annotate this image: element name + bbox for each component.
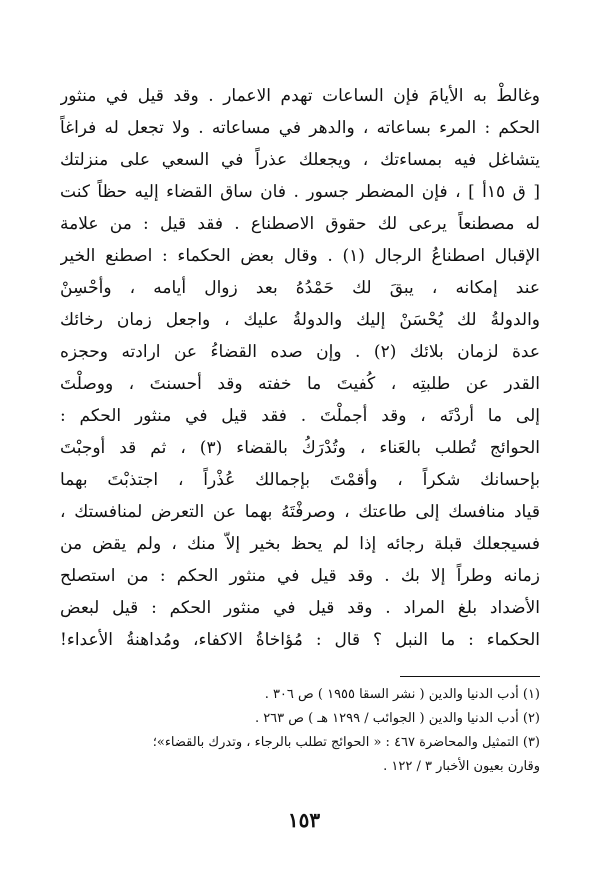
text-line-3: يتشاغل فيه بمساءتك ، ويجعلك عذراً في السعي على منزلتك (60, 150, 540, 170)
footnote-3: (٣) التمثيل والمحاضرة ٤٦٧ : « الحوائج تطلب بالرجاء ، وتدرك بالقضاء»؛ (152, 735, 540, 750)
text-line-6: الإقبال اصطناعُ الرجال (١) . وقال بعض الحكماء : اصطنع الخير (60, 246, 540, 266)
text-line-13: بإحسانك شكراً ، وأقمْتَ بإجمالك عُذْراً ، اجتذبْتَ بهما (60, 470, 540, 490)
footnote-divider (400, 676, 540, 677)
text-line-12: الحوائج تُطلب بالعَناء ، وتُدْرَكُ بالقضاء (٣) ، ثم قد أوجبْتَ (60, 438, 540, 458)
text-line-4: [ ق ١٥أ ] ، فإن المضطر جسور . فان ساق القضاء إليه حظاً كنت (60, 182, 540, 202)
main-text (60, 80, 540, 656)
footnote-1: (١) أدب الدنيا والدين ( نشر السقا ١٩٥٥ ) ص ٣٠٦ . (264, 687, 540, 702)
text-line-2: الحكم : المرء بساعاته ، والدهر في مساعاته . ولا تجعل له فراغاً (60, 118, 540, 138)
text-line-11: إلى ما أردْتَه ، وقد أجملْتَ . فقد قيل في منثور الحكم : (60, 406, 540, 426)
text-line-18: الحكماء : ما النبل ؟ قال : مُؤاخاةُ الاكفاء، ومُداهنةُ الأعداء! (60, 630, 540, 650)
text-line-8: والدولةُ لك يُحْسَنْ إليك والدولةُ عليك ، واجعل زمان رخائك (60, 310, 540, 330)
footnotes (60, 683, 540, 779)
text-line-1: وغالطْ به الأيامَ فإن الساعات تهدم الاعمار . وقد قيل في منثور (60, 86, 540, 106)
text-line-9: عدة لزمان بلائك (٢) . وإن صده القضاءُ عن ارادته وحجزه (60, 342, 540, 362)
text-line-14: قياد منافسك إلى طاعتك ، وصرفْتَهُ بهما عن التعرض لمنافستك ، (60, 502, 540, 522)
text-line-15: فسيجعلك قبلة رجائه إذا لم يحظ بخير إلاّ منك ، ولم يقض من (60, 534, 540, 554)
footnote-3-continued: وقارن بعيون الأخبار ٣ / ١٢٢ . (383, 759, 540, 774)
text-line-16: زمانه وطراً إلا بك . وقد قيل في منثور الحكم : من استصلح (60, 566, 540, 586)
footnote-2: (٢) أدب الدنيا والدين ( الجوائب / ١٢٩٩ هـ ) ص ٢٦٣ . (254, 711, 540, 726)
text-line-17: الأضداد بلغ المراد . وقد قيل في منثور الحكم : قيل لبعض (60, 598, 540, 618)
text-line-7: عند إمكانه ، يبقَ لك حَمْدُهُ بعد زوال أيامه ، وأحْسِنْ (60, 278, 540, 298)
page-number: ١٥٣ (287, 808, 321, 832)
text-line-10: القدر عن طلبتِه ، كُفيتَ ما خفته وقد أحسنتَ ، ووصلْتَ (60, 374, 540, 394)
text-line-5: له مصطنعاً يرعى لك حقوق الاصطناع . فقد قيل : من علامة (60, 214, 540, 234)
